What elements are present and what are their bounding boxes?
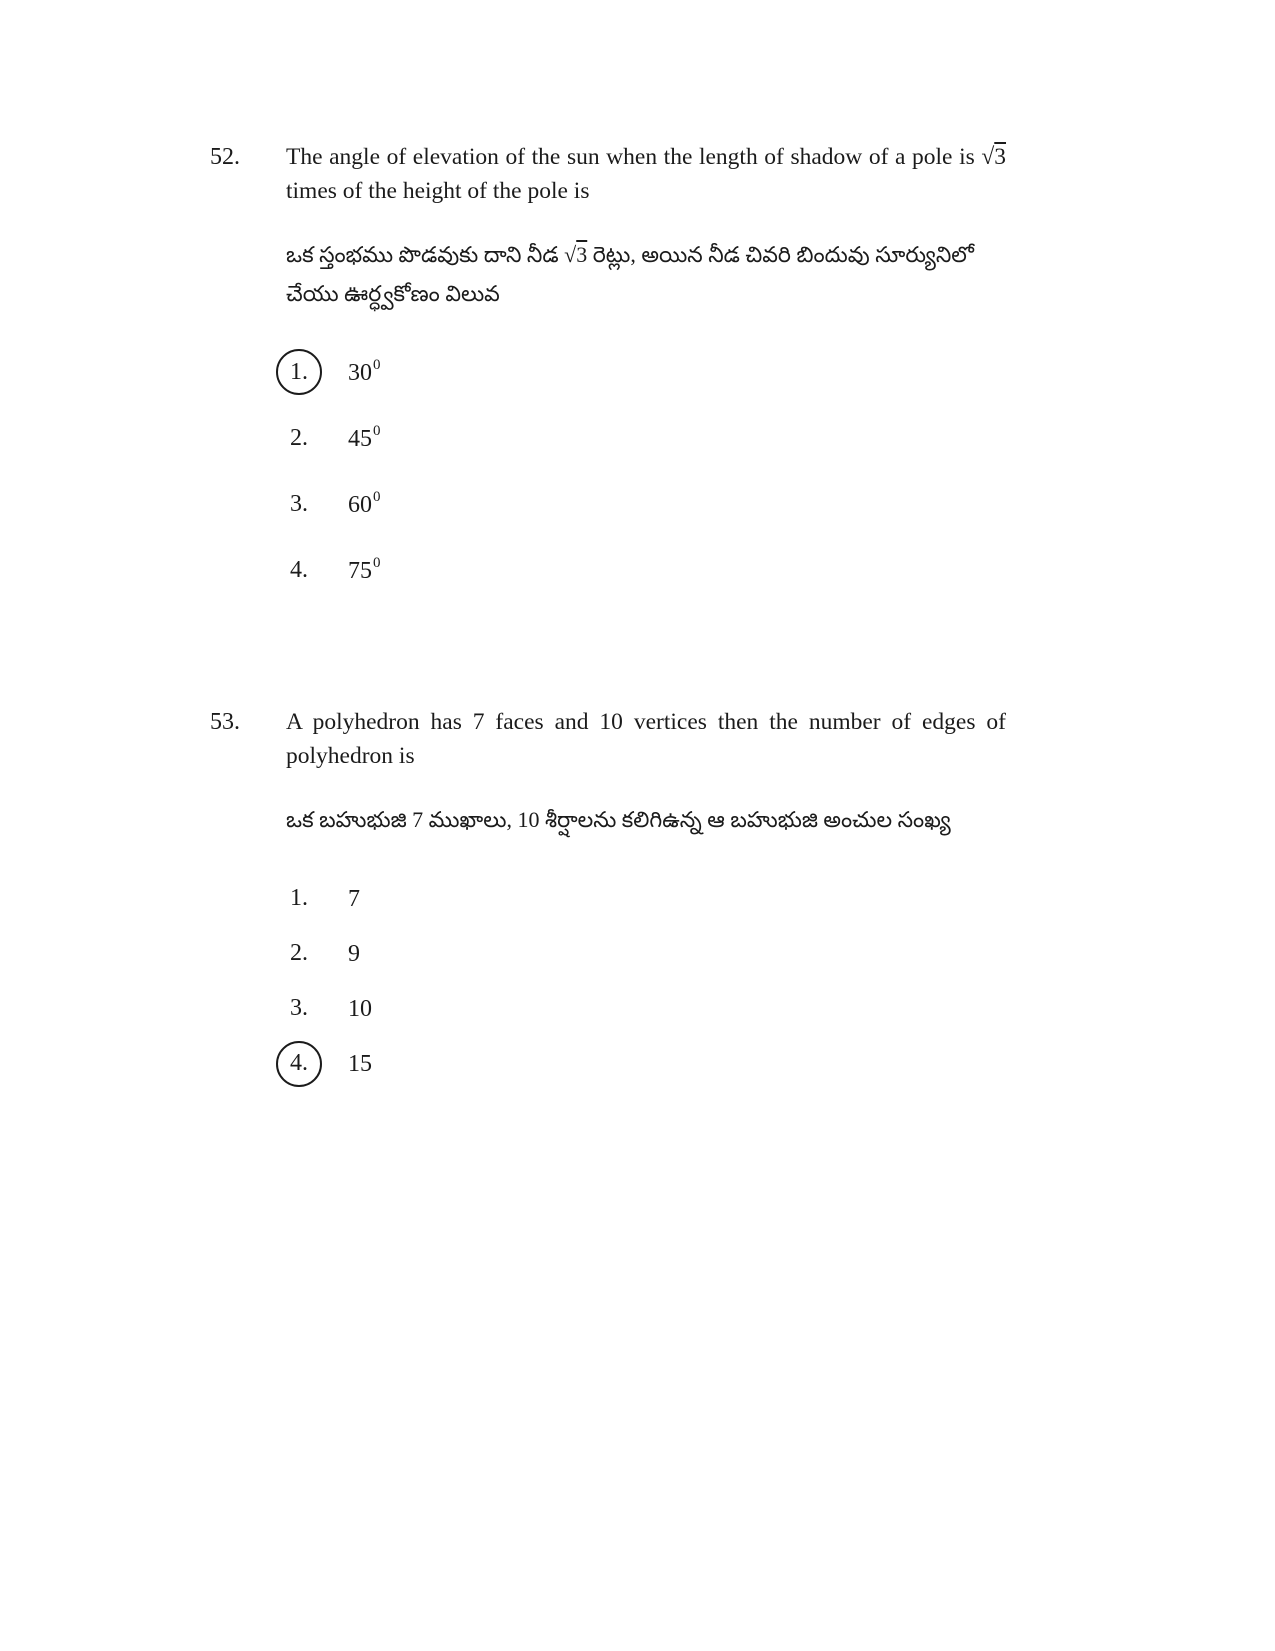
question-number: 52. <box>210 144 240 170</box>
options-list <box>276 876 1006 1087</box>
option-label: 4. <box>290 556 308 583</box>
degree-superscript: 0 <box>373 488 381 505</box>
option-row <box>276 415 1006 461</box>
option-value: 7 <box>348 885 360 912</box>
option-label: 2. <box>290 940 308 967</box>
question-text-part: రెట్లు, అయిన నీడ చివరి బిందువు సూర్యునిలో చేయు ఊర్ధ్వకోణం విలువ <box>286 242 974 306</box>
option-label: 2. <box>290 424 308 451</box>
option-row <box>276 876 1006 922</box>
option-value: $30^0$ <box>348 356 381 386</box>
question-text-telugu: ఒక బహుభుజి 7 ముఖాలు, 10 శీర్షాలను కలిగిఉన్న ఆ బహుభుజి అంచుల సంఖ్య <box>286 807 951 833</box>
option-label: 1. <box>276 349 322 395</box>
option-row <box>276 931 1006 977</box>
option-label: 3. <box>290 995 308 1022</box>
option-value: $60^0$ <box>348 488 381 518</box>
question-53 <box>210 705 1045 1096</box>
question-text-part: ఒక స్తంభము పొడవుకు దాని నీడ <box>286 242 559 268</box>
options-list <box>276 349 1006 593</box>
option-row <box>276 986 1006 1032</box>
option-label: 1. <box>290 885 308 912</box>
option-row <box>276 547 1006 593</box>
question-text-part: times of the height of the pole is <box>286 178 590 205</box>
question-text-part: The angle of elevation of the sun when the length of shadow of a pole is <box>286 144 975 170</box>
question-text-telugu <box>286 236 1006 313</box>
option-value: $75^0$ <box>348 554 381 584</box>
question-number: 53. <box>210 709 240 736</box>
degree-superscript: 0 <box>373 554 381 571</box>
option-label: 3. <box>290 490 308 517</box>
option-value: 9 <box>348 940 360 967</box>
option-label: 4. <box>276 1041 322 1087</box>
question-body <box>286 140 1006 613</box>
degree-superscript: 0 <box>373 422 381 439</box>
degree-superscript: 0 <box>373 356 381 373</box>
square-root-symbol: √3 <box>981 144 1007 170</box>
option-value: 15 <box>348 1050 372 1077</box>
option-row <box>276 481 1006 527</box>
question-text-english <box>286 140 1006 208</box>
question-body <box>286 705 1006 1096</box>
question-52 <box>210 140 1045 613</box>
option-row <box>276 349 1006 395</box>
option-row <box>276 1041 1006 1087</box>
square-root-symbol: √3 <box>564 242 588 268</box>
option-value: 10 <box>348 995 372 1022</box>
option-value: $45^0$ <box>348 422 381 452</box>
question-text-english: A polyhedron has 7 faces and 10 vertices then the number of edges of polyhedron is <box>286 709 1006 770</box>
